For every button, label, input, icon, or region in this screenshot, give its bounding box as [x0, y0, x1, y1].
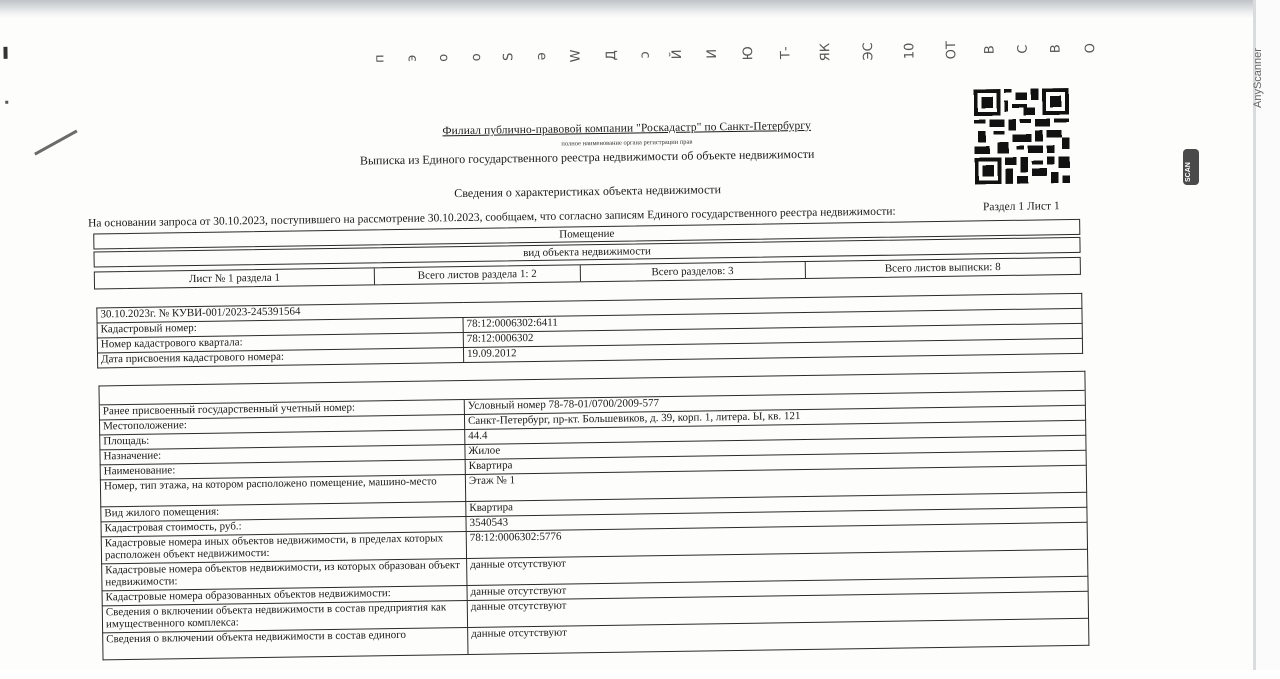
- scan-artifact: В: [1048, 43, 1065, 53]
- total-extract-sheets: Всего листов выписки: 8: [884, 261, 1001, 275]
- registration-table: [96, 293, 1083, 369]
- info-title: Сведения о характеристиках объекта недвижимости: [454, 182, 722, 201]
- request-number: 30.10.2023г. № КУВИ-001/2023-245391564: [97, 293, 1082, 323]
- scan-artifact: И: [704, 48, 720, 59]
- scan-artifact: 10: [902, 41, 918, 59]
- row-value: Квартира: [466, 492, 1087, 516]
- row-label: Номер, тип этажа, на котором расположено помещение, машино-место: [100, 475, 465, 507]
- scan-badge-label: SCAN: [1185, 162, 1192, 182]
- scan-artifact: ə: [533, 51, 549, 60]
- basis-text: На основании запроса от 30.10.2023, поступившего на рассмотрение 30.10.2023, сообщаем, что согласно записям Единого государственного реестра недвижимости:: [87, 205, 896, 230]
- row-value: 3540543: [466, 507, 1087, 531]
- scanner-strip: [1252, 0, 1280, 670]
- row-value: 19.09.2012: [463, 338, 1082, 362]
- row-label: Ранее присвоенный государственный учетный номер:: [99, 400, 464, 420]
- scan-artifact: Ю: [740, 45, 756, 60]
- sheet-of-section: Лист № 1 раздела 1: [95, 268, 375, 288]
- scan-artifact: S: [501, 52, 517, 61]
- row-value: данные отсутствуют: [467, 576, 1088, 600]
- total-section-sheets: Всего листов раздела 1: 2: [375, 265, 581, 284]
- row-label: Дата присвоения кадастрового номера:: [97, 348, 463, 368]
- scan-top-shadow: [0, 0, 1280, 18]
- scan-artifact: ЯК: [818, 42, 834, 61]
- organization-caption: полное наименование органа регистрации прав: [561, 138, 693, 148]
- row-value: 78:12:0006302:6411: [463, 308, 1082, 332]
- margin-dot: [5, 101, 8, 104]
- scan-artifact: Т-: [778, 45, 794, 59]
- scan-artifact: Д: [604, 49, 620, 60]
- scan-artifact: О: [1082, 42, 1099, 53]
- scan-artifact: ɔ: [637, 50, 653, 58]
- row-value: Санкт-Петербург, пр-кт. Большевиков, д. 39, корп. 1, литера. Ы, кв. 121: [464, 405, 1085, 429]
- scan-artifact: ЭС: [860, 41, 876, 61]
- row-value: данные отсутствуют: [467, 591, 1088, 627]
- row-label: Местоположение:: [99, 415, 464, 435]
- scan-artifact-row: [372, 33, 1099, 74]
- characteristics-table: [98, 371, 1089, 661]
- scan-artifact: э: [404, 54, 420, 62]
- margin-mark: [3, 47, 7, 59]
- row-label: Назначение:: [100, 445, 465, 465]
- scan-artifact: В: [982, 44, 998, 54]
- row-value: 44.4: [465, 420, 1086, 444]
- scan-artifact: W: [568, 48, 584, 62]
- row-label: Вид жилого помещения:: [101, 502, 466, 522]
- row-value: Этаж № 1: [465, 465, 1086, 501]
- scan-badge: [1183, 149, 1199, 185]
- row-label: Кадастровые номера объектов недвижимости, из которых образован объект недвижимости:: [102, 559, 467, 591]
- scan-artifact: Й: [670, 48, 686, 59]
- row-label: Номер кадастрового квартала:: [97, 333, 463, 353]
- scan-artifact: о: [436, 53, 452, 62]
- scan-artifact: о: [468, 52, 484, 61]
- section-sheet-label: Раздел 1 Лист 1: [982, 200, 1060, 214]
- scan-artifact: С: [1015, 44, 1031, 54]
- row-label: Сведения о включении объекта недвижимости в состав предприятия как имущественного комплекса:: [102, 600, 467, 632]
- organization-name: Филиал публично-правовой компании "Роскадастр" по Санкт-Петербургу: [442, 119, 812, 138]
- row-label: Кадастровый номер:: [97, 318, 463, 338]
- row-label: Кадастровые номера иных объектов недвижимости, в пределах которых расположен объект недвижимости:: [101, 532, 466, 564]
- row-value: Условный номер 78-78-01/0700/2009-577: [464, 390, 1085, 414]
- row-value: Жилое: [465, 435, 1086, 459]
- object-type-caption: вид объекта недвижимости: [93, 237, 1080, 268]
- row-label: Площадь:: [100, 430, 465, 450]
- row-value: Квартира: [465, 450, 1086, 474]
- row-label: Кадастровые номера образованных объектов недвижимости:: [102, 585, 467, 605]
- scanner-app-name: AnyScanner: [1252, 48, 1264, 108]
- row-label: Кадастровая стоимость, руб.:: [101, 517, 466, 537]
- row-label: Сведения о включении объекта недвижимости в состав единого: [103, 627, 468, 659]
- object-type: Помещение: [93, 219, 1080, 250]
- total-sections: Всего разделов: 3: [580, 262, 806, 281]
- document-title: Выписка из Единого государственного реестра недвижимости об объекте недвижимости: [359, 146, 815, 168]
- row-value: данные отсутствуют: [468, 618, 1089, 654]
- row-value: данные отсутствуют: [467, 549, 1088, 585]
- scan-artifact: п: [372, 53, 388, 63]
- row-value: 78:12:0006302: [463, 323, 1082, 347]
- row-value: 78:12:0006302:5776: [466, 522, 1087, 558]
- scan-artifact: ОТ: [944, 40, 960, 59]
- row-label: Наименование:: [100, 460, 465, 480]
